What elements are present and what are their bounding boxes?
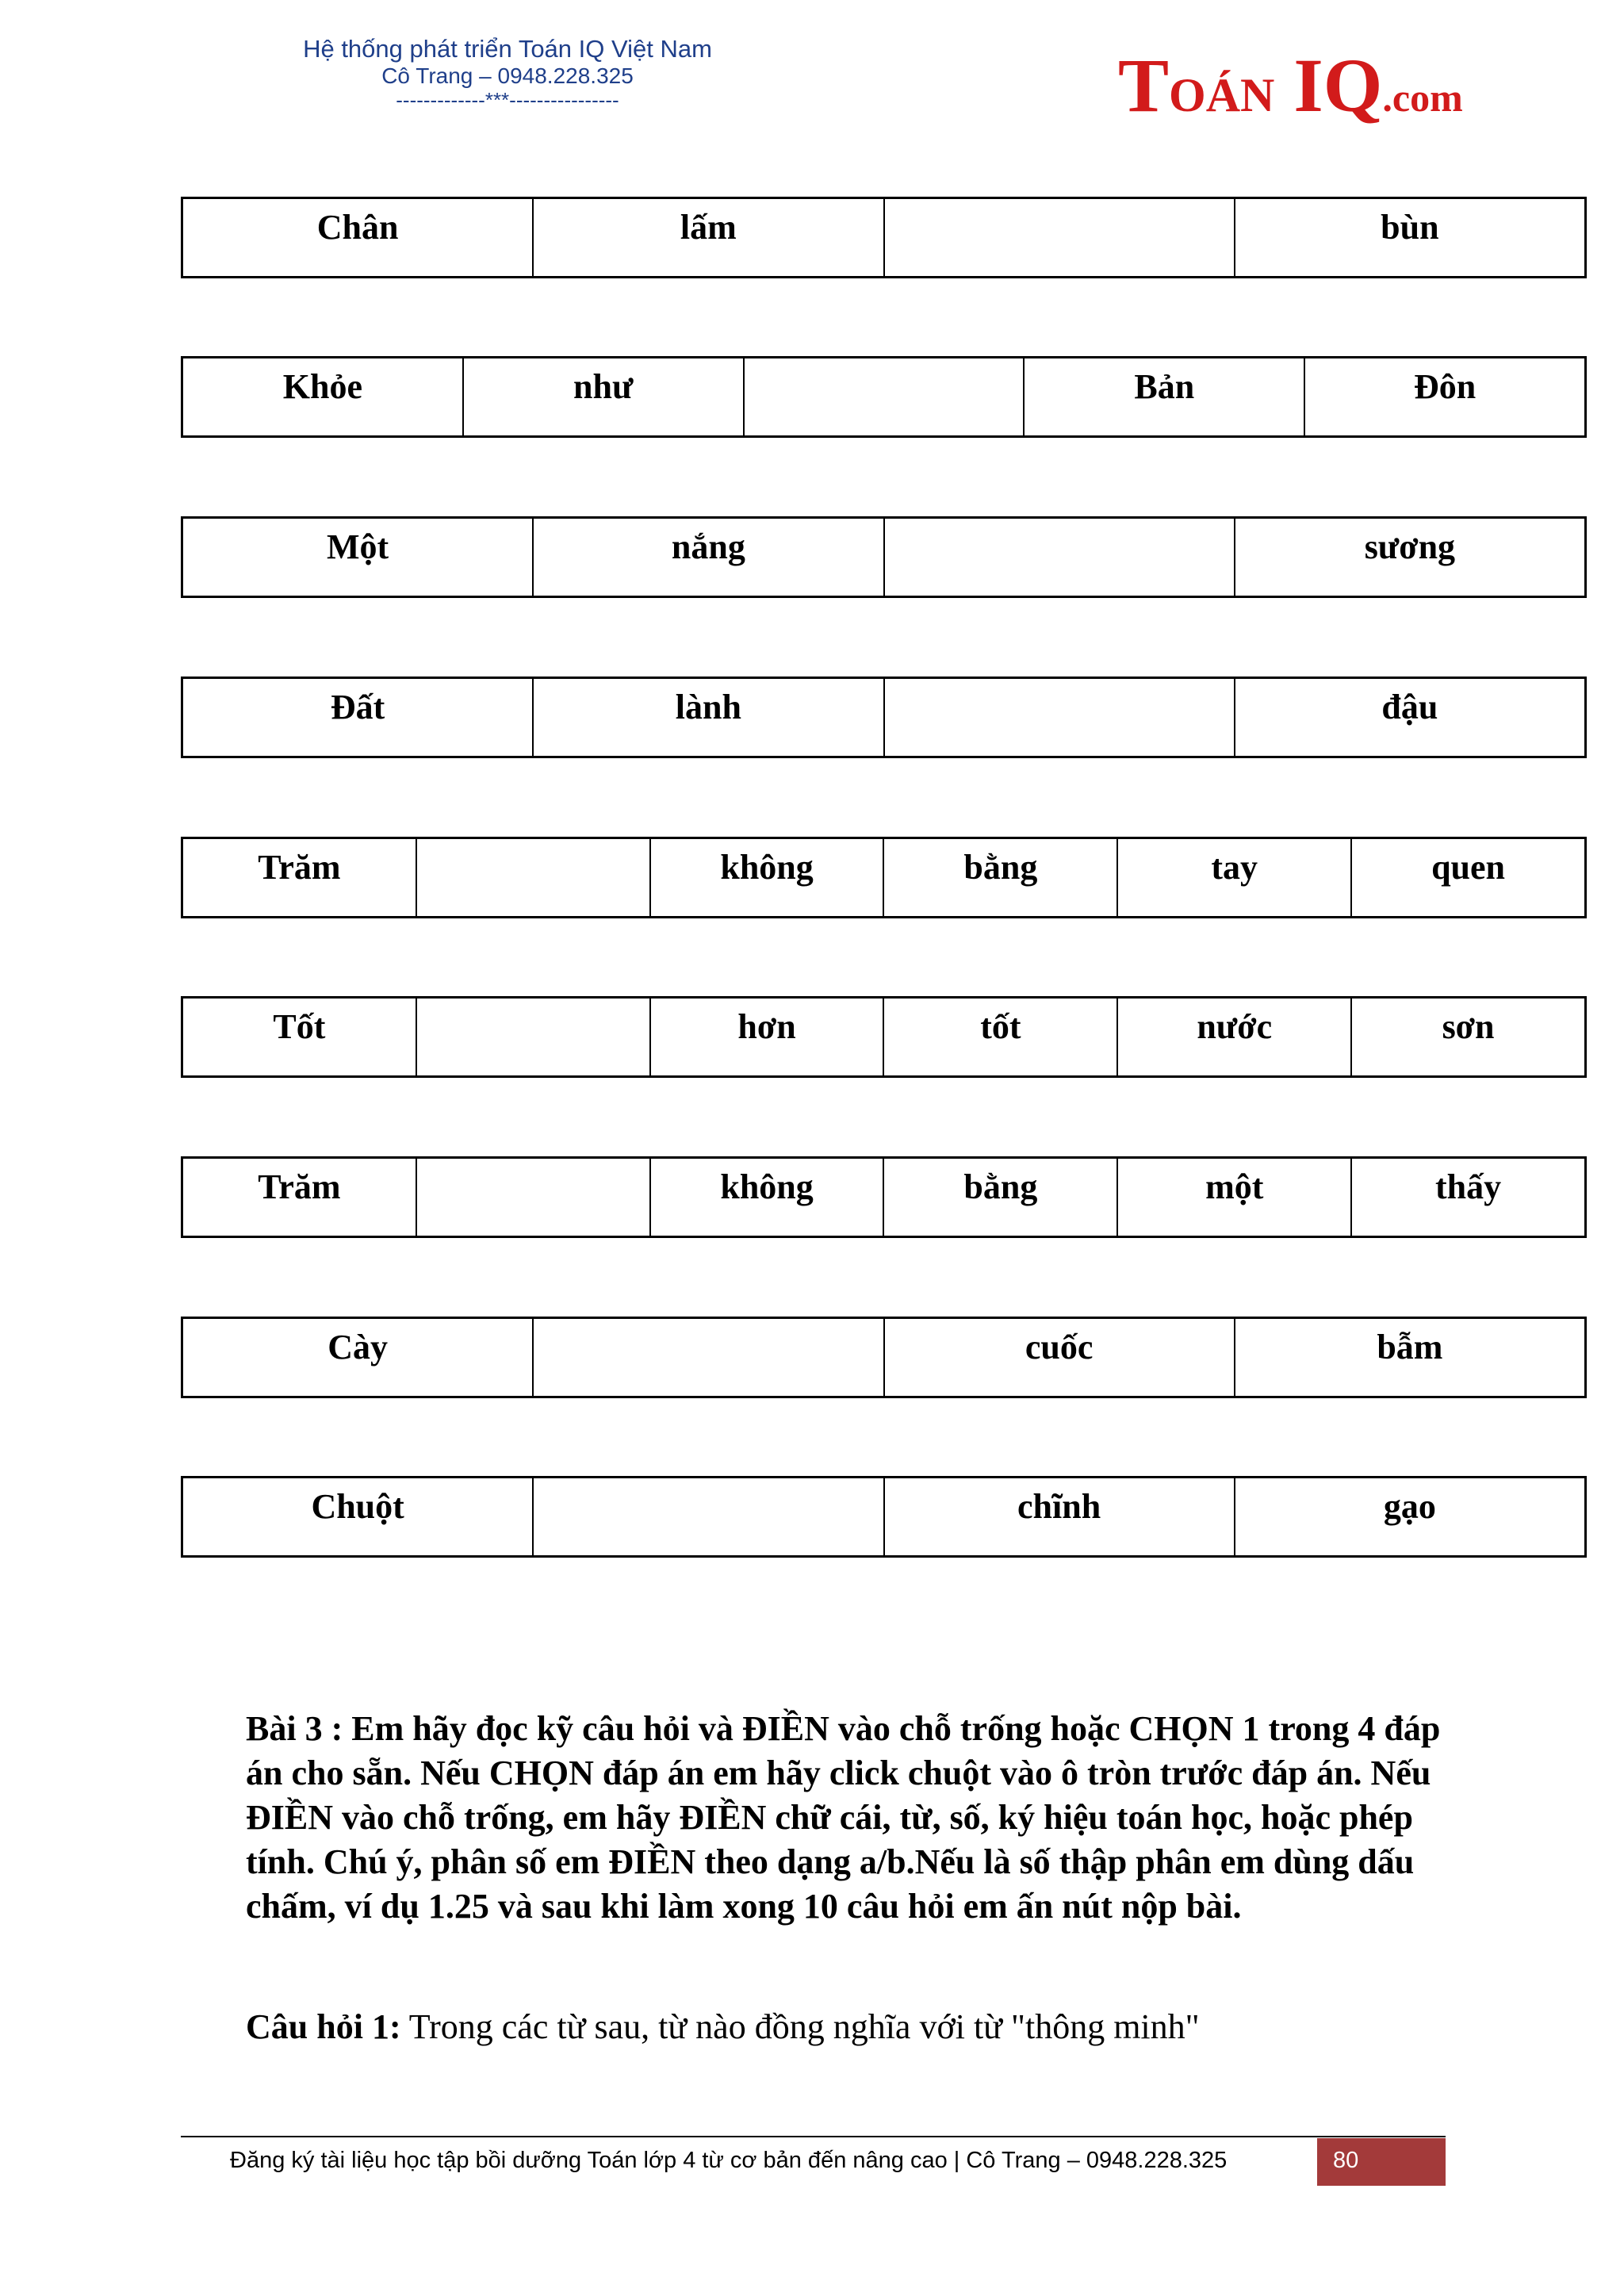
exercise-instructions: Bài 3 : Em hãy đọc kỹ câu hỏi và ĐIỀN vào chỗ trống hoặc CHỌN 1 trong 4 đáp án cho sẵn. Nếu CHỌN đáp án em hãy click chuột vào ô tròn trước đáp án. Nếu ĐIỀN vào chỗ trống, em hãy ĐIỀN chữ cái, từ, số, ký hiệu toán học, hoặc phép tính. Chú ý, phân số em ĐIỀN theo dạng a/b.Nếu là số thập phân em dùng dấu chấm, ví dụ 1.25 và sau khi làm xong 10 câu hỏi em ấn nút nộp bài. (246, 1709, 1441, 1926)
word-cell: lành (534, 679, 884, 756)
proverb-row (181, 996, 1587, 1078)
word-cell: Trăm (183, 839, 417, 916)
word-cell: quen (1431, 848, 1506, 887)
word-cell: bùn (1381, 208, 1439, 247)
word-cell: tốt (884, 999, 1118, 1075)
word-cell: đậu (1381, 688, 1438, 726)
word-cell: sương (1364, 527, 1456, 566)
toaniq-logo: TOÁN IQ.com (1118, 43, 1463, 128)
word-cell: tay (1118, 839, 1352, 916)
blank-cell[interactable] (745, 358, 1025, 435)
word-cell: Một (183, 519, 534, 596)
word-cell: không (651, 839, 885, 916)
header-org-block (301, 35, 714, 113)
word-cell: Trăm (183, 1159, 417, 1236)
proverb-row (181, 197, 1587, 278)
blank-cell[interactable] (417, 839, 651, 916)
word-cell: không (651, 1159, 885, 1236)
word-cell: nắng (534, 519, 884, 596)
word-cell: bẫm (1377, 1328, 1443, 1366)
word-cell: lấm (534, 199, 884, 276)
blank-cell[interactable] (417, 999, 651, 1075)
page-number: 80 (1317, 2138, 1446, 2186)
word-cell: Chân (183, 199, 534, 276)
proverb-row (181, 356, 1587, 438)
question-text: Trong các từ sau, từ nào đồng nghĩa với từ "thông minh" (400, 2007, 1200, 2046)
header-divider: -------------***---------------- (396, 87, 619, 112)
word-cell: một (1118, 1159, 1352, 1236)
proverb-row (181, 837, 1587, 918)
blank-cell[interactable] (417, 1159, 651, 1236)
word-cell: Khỏe (183, 358, 464, 435)
word-cell: Tốt (183, 999, 417, 1075)
word-cell: gạo (1383, 1487, 1436, 1526)
word-cell: cuốc (885, 1319, 1235, 1396)
proverb-row (181, 1156, 1587, 1238)
proverb-row (181, 677, 1587, 758)
blank-cell[interactable] (885, 519, 1235, 596)
word-cell: Bản (1025, 358, 1305, 435)
word-cell: Đất (183, 679, 534, 756)
word-cell: Chuột (183, 1478, 534, 1555)
word-cell: nước (1118, 999, 1352, 1075)
blank-cell[interactable] (534, 1478, 884, 1555)
proverb-row (181, 1476, 1587, 1558)
word-cell: sơn (1442, 1007, 1495, 1046)
word-cell: Đôn (1413, 367, 1477, 406)
question-1 (246, 2005, 1515, 2049)
word-cell: bằng (884, 839, 1118, 916)
word-cell: hơn (651, 999, 885, 1075)
word-cell: Cày (183, 1319, 534, 1396)
proverb-row (181, 516, 1587, 598)
header-contact: Cô Trang – 0948.228.325 (381, 63, 634, 88)
proverb-row (181, 1317, 1587, 1398)
header-org: Hệ thống phát triển Toán IQ Việt Nam (303, 35, 712, 63)
word-cell: bằng (884, 1159, 1118, 1236)
word-cell: thấy (1434, 1167, 1502, 1206)
word-cell: chĩnh (885, 1478, 1235, 1555)
blank-cell[interactable] (885, 679, 1235, 756)
word-cell: như (464, 358, 745, 435)
blank-cell[interactable] (885, 199, 1235, 276)
blank-cell[interactable] (534, 1319, 884, 1396)
footer-text: Đăng ký tài liệu học tập bồi dưỡng Toán lớp 4 từ cơ bản đến nâng cao | Cô Trang – 0948.228.325 (230, 2148, 1228, 2173)
footer-divider (181, 2136, 1446, 2137)
question-label: Câu hỏi 1: (246, 2007, 401, 2046)
